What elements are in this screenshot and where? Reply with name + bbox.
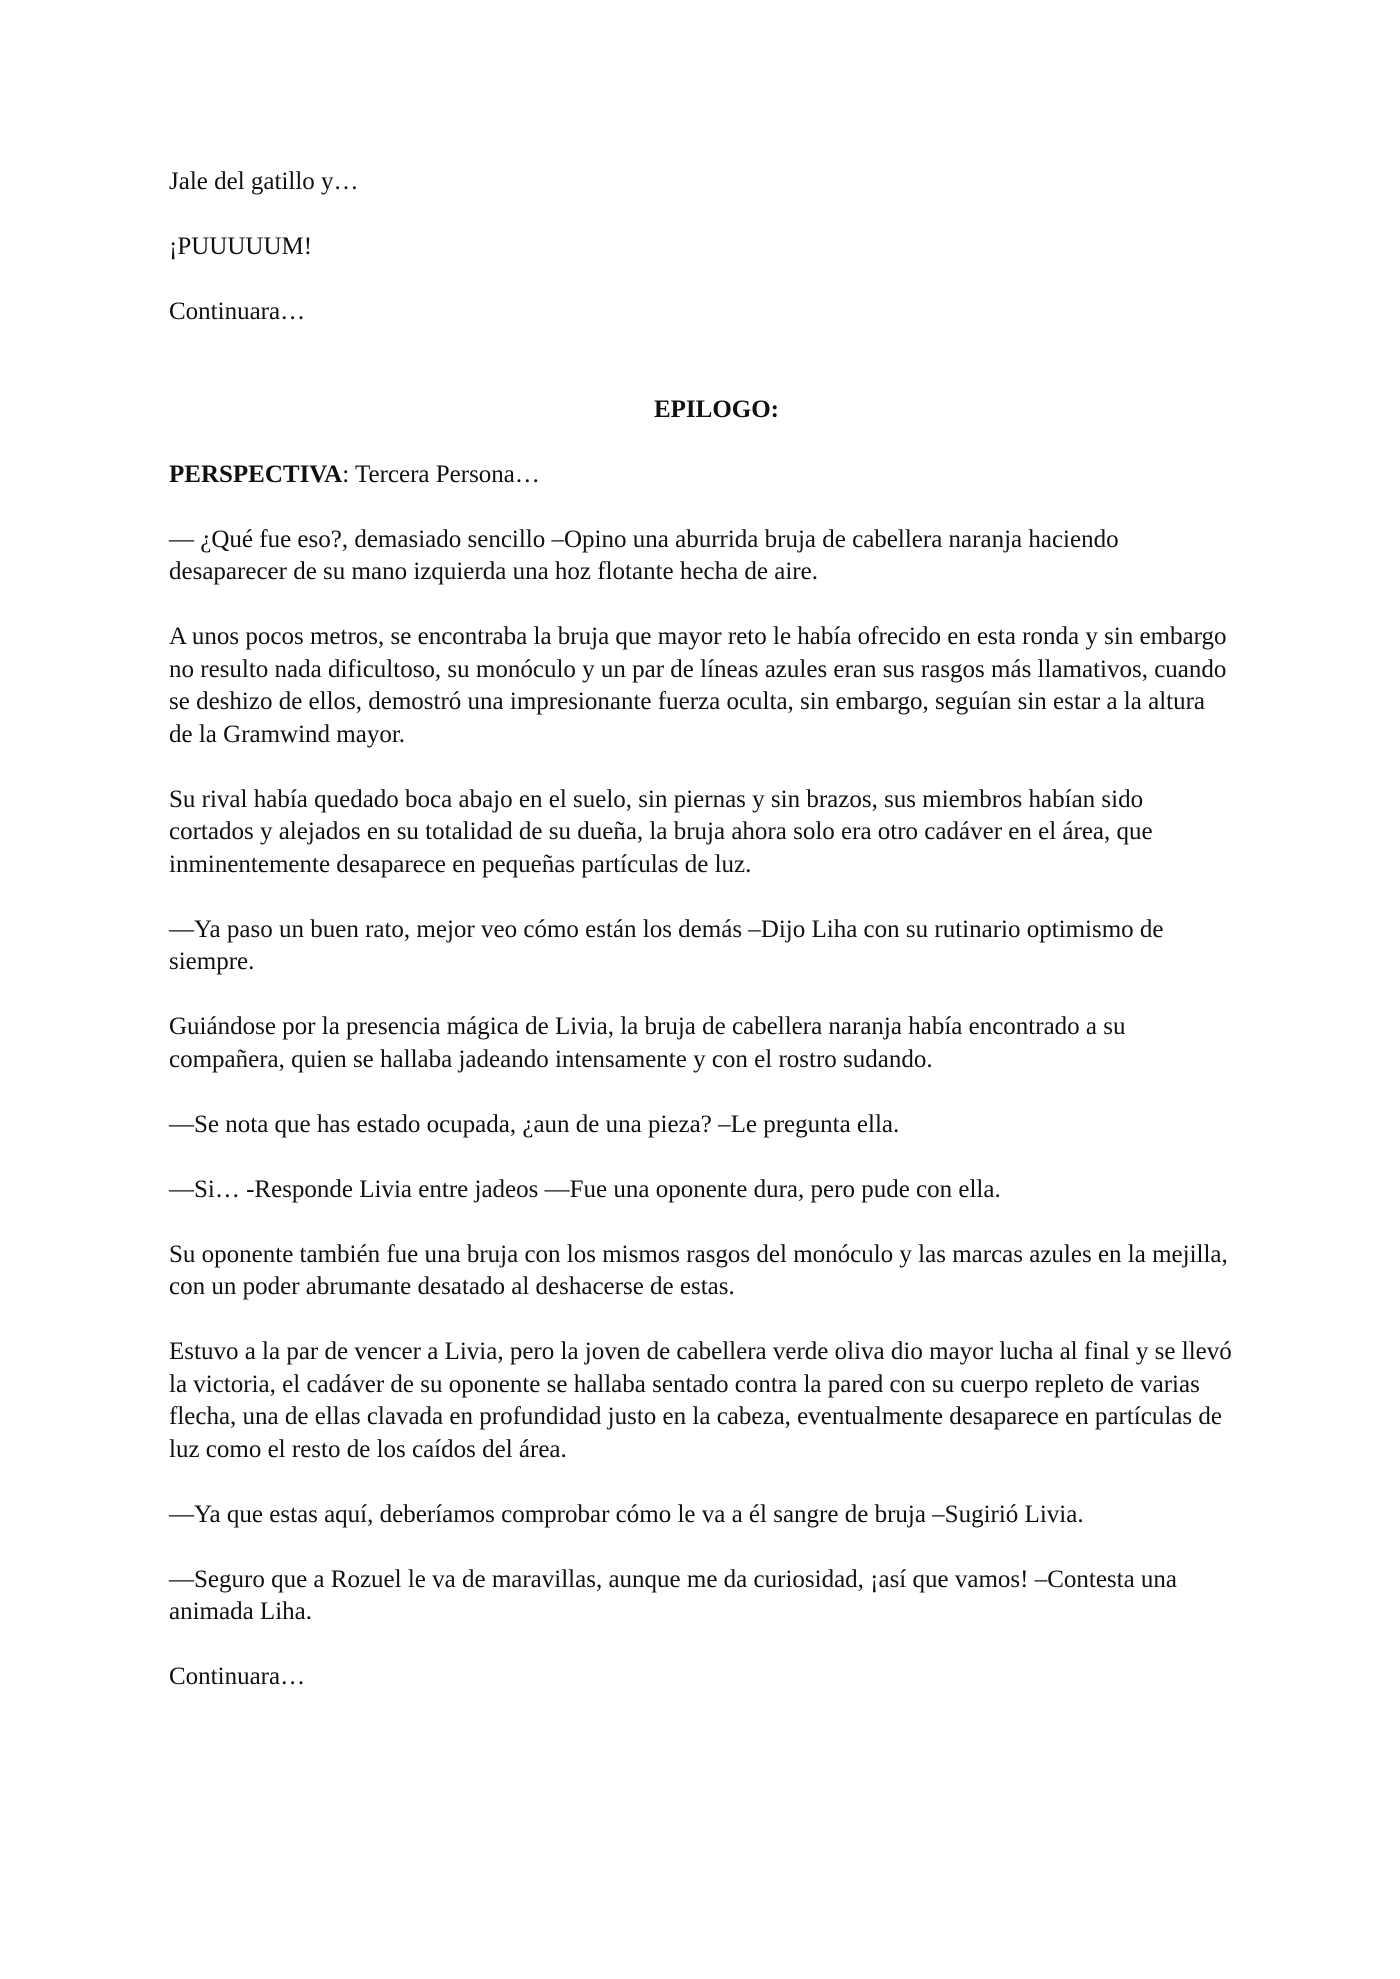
paragraph: —Si… -Responde Livia entre jadeos —Fue una oponente dura, pero pude con ella. [169, 1175, 1001, 1203]
epilogue-heading: EPILOGO: [653, 395, 779, 423]
perspective-value: : Tercera Persona… [342, 460, 540, 488]
paragraph: Su oponente también fue una bruja con los mismos rasgos del monóculo y las marcas azules en la mejilla, con un poder abrumante desatado al deshacerse de estas. [169, 1240, 1228, 1300]
prologue-line-continuara: Continuara… [169, 298, 306, 325]
paragraph: —Ya que estas aquí, deberíamos comprobar cómo le va a él sangre de bruja –Sugirió Livia. [169, 1500, 1084, 1528]
paragraph: —Se nota que has estado ocupada, ¿aun de una pieza? –Le pregunta ella. [169, 1110, 900, 1138]
prologue-line-sound: ¡PUUUUUM! [169, 233, 313, 260]
paragraph: —Seguro que a Rozuel le va de maravillas, aunque me da curiosidad, ¡así que vamos! –Contesta una animada Liha. [169, 1565, 1178, 1625]
document-body [169, 166, 1234, 1726]
prologue-line-trigger: Jale del gatillo y… [169, 168, 359, 195]
perspective-label: PERSPECTIVA [169, 460, 343, 488]
paragraph: Guiándose por la presencia mágica de Livia, la bruja de cabellera naranja había encontrado a su compañera, quien se hallaba jadeando intensamente y con el rostro sudando. [169, 1013, 1126, 1073]
paragraph: —Ya paso un buen rato, mejor veo cómo están los demás –Dijo Liha con su rutinario optimismo de siempre. [169, 915, 1164, 975]
paragraph: Estuvo a la par de vencer a Livia, pero la joven de cabellera verde oliva dio mayor lucha al final y se llevó la victoria, el cadáver de su oponente se hallaba sentado contra la pared con su cuerpo repleto de varias flecha, una de ellas clavada en profundidad justo en la cabeza, eventualmente desaparece en partículas de luz como el resto de los caídos del área. [169, 1338, 1232, 1463]
perspective-line [169, 459, 1234, 492]
closing-continuara: Continuara… [169, 1663, 306, 1690]
paragraph: A unos pocos metros, se encontraba la bruja que mayor reto le había ofrecido en esta ronda y sin embargo no resulto nada dificultoso, su monóculo y un par de líneas azules eran sus rasgos más llamativos, cuando se deshizo de ellos, demostró una impresionante fuerza oculta, sin embargo, seguían sin estar a la altura de la Gramwind mayor. [169, 623, 1227, 748]
paragraph: Su rival había quedado boca abajo en el suelo, sin piernas y sin brazos, sus miembros habían sido cortados y alejados en su totalidad de su dueña, la bruja ahora solo era otro cadáver en el área, que inminentemente desaparece en pequeñas partículas de luz. [169, 785, 1153, 878]
paragraph: — ¿Qué fue eso?, demasiado sencillo –Opino una aburrida bruja de cabellera naranja haciendo desaparecer de su mano izquierda una hoz flotante hecha de aire. [169, 525, 1119, 585]
